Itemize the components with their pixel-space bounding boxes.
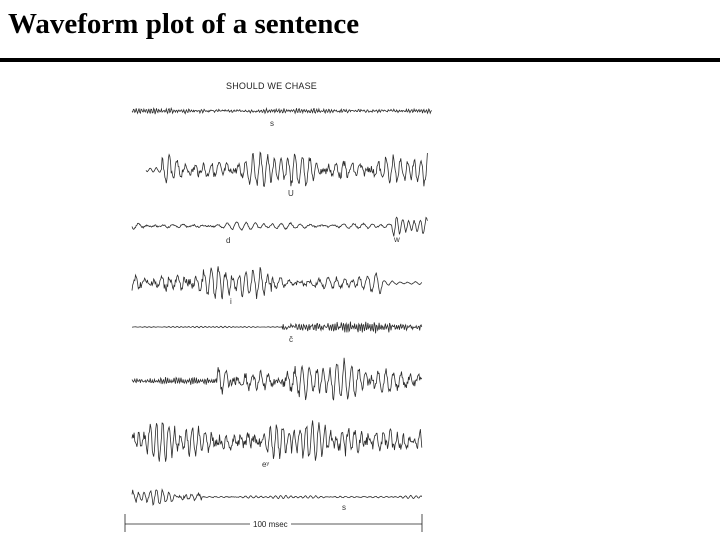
phone-label-u: U <box>288 189 294 198</box>
waveform-trace <box>132 420 422 461</box>
phone-label-w: w <box>394 235 400 244</box>
phone-label-s: s <box>270 119 274 128</box>
phone-label-d: d <box>226 236 231 245</box>
phone-label-ey: eʸ <box>262 460 270 469</box>
waveform-trace <box>132 266 422 299</box>
waveform-trace <box>132 358 422 400</box>
sentence-heading: SHOULD WE CHASE <box>226 81 318 91</box>
waveform-figure <box>122 74 440 536</box>
waveform-trace <box>146 152 427 186</box>
waveform-trace <box>132 490 422 505</box>
waveform-traces <box>122 74 440 536</box>
waveform-trace <box>132 322 422 334</box>
phone-label-i: i <box>230 297 232 306</box>
phone-label-s-final: s <box>342 503 346 512</box>
title-divider <box>0 58 720 62</box>
scale-bar-label: 100 msec <box>250 520 291 529</box>
waveform-trace <box>132 108 432 114</box>
slide-title: Waveform plot of a sentence <box>8 8 360 40</box>
phone-label-ch: č <box>289 335 293 344</box>
waveform-trace <box>132 217 427 236</box>
